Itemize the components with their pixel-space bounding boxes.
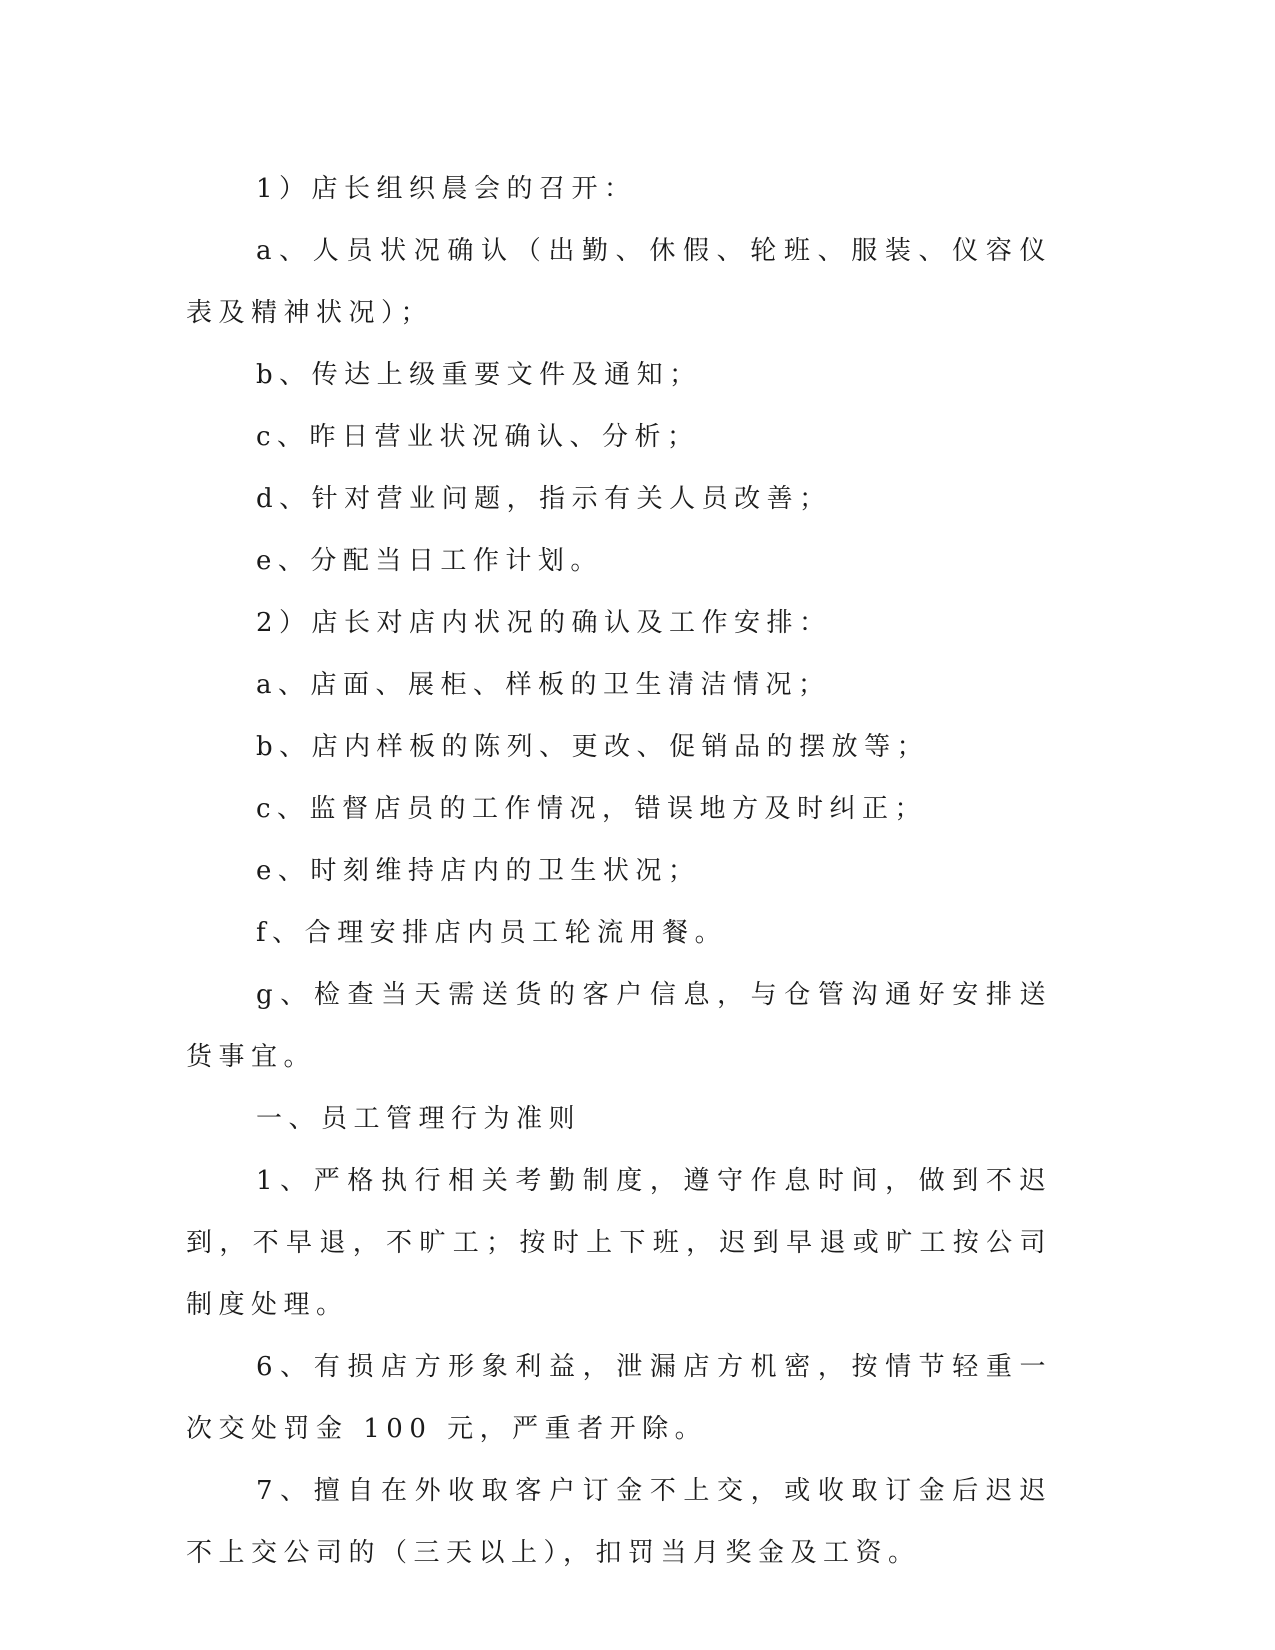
paragraph: a、店面、展柜、样板的卫生清洁情况； (256, 670, 831, 700)
paragraph: 1）店长组织晨会的召开： (256, 174, 637, 204)
paragraph: c、监督店员的工作情况，错误地方及时纠正； (256, 794, 928, 824)
paragraph: c、昨日营业状况确认、分析； (256, 422, 700, 452)
paragraph: b、店内样板的陈列、更改、促销品的摆放等； (256, 732, 930, 762)
paragraph: a、人员状况确认（出勤、休假、轮班、服装、仪容仪表及精神状况）； (186, 236, 1052, 328)
section-heading: 一、员工管理行为准则 (256, 1104, 582, 1134)
paragraph: b、传达上级重要文件及通知； (256, 360, 702, 390)
document-body (186, 158, 1052, 1584)
paragraph: 7、擅自在外收取客户订金不上交，或收取订金后迟迟不上交公司的（三天以上），扣罚当月奖金及工资。 (186, 1476, 1052, 1568)
paragraph: e、时刻维持店内的卫生状况； (256, 856, 701, 886)
paragraph: 2）店长对店内状况的确认及工作安排： (256, 608, 832, 638)
paragraph: e、分配当日工作计划。 (256, 546, 603, 576)
paragraph: f、合理安排店内员工轮流用餐。 (256, 918, 728, 948)
paragraph: 1、严格执行相关考勤制度，遵守作息时间，做到不迟到，不早退，不旷工；按时上下班，迟到早退或旷工按公司制度处理。 (186, 1166, 1052, 1320)
paragraph: g、检查当天需送货的客户信息，与仓管沟通好安排送货事宜。 (186, 980, 1052, 1072)
paragraph: 6、有损店方形象利益，泄漏店方机密，按情节轻重一次交处罚金 100 元，严重者开除。 (186, 1352, 1052, 1444)
paragraph: d、针对营业问题，指示有关人员改善； (256, 484, 832, 514)
